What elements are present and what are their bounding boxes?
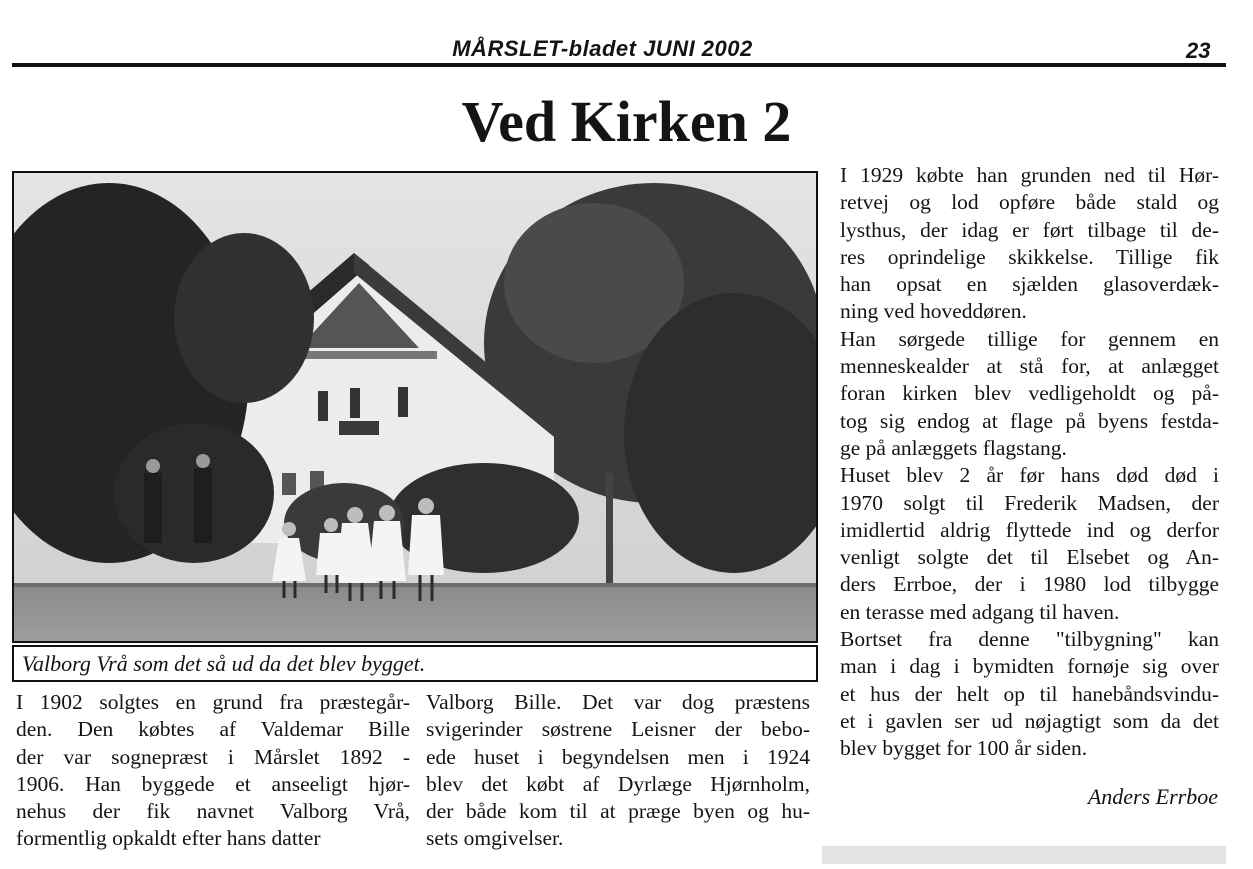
text-line: den. Den købtes af Valdemar Bille (16, 717, 410, 742)
text-line: I 1929 købte han grunden ned til Hør- (840, 163, 1219, 187)
text-line: Huset blev 2 år før hans død død i (840, 463, 1219, 488)
page-number: 23 (1186, 38, 1211, 63)
text-line: nehus der fik navnet Valborg Vrå, (16, 799, 410, 824)
text-line: ge på anlæggets flagstang. (840, 435, 1067, 460)
text-line: Han sørgede tillige for gennem en (840, 326, 1219, 351)
text-line: tog sig endog at flage på byens festda- (840, 408, 1219, 433)
house-photo-illustration (14, 173, 816, 641)
text-line: en terasse med adgang til haven. (840, 599, 1120, 624)
text-line: imidlertid aldrig flyttede ind og derfor (840, 517, 1219, 542)
header-rule (12, 63, 1226, 67)
text-line: blev bygget for 100 år siden. (840, 736, 1088, 761)
text-line: et hus der helt op til hanebåndsvindu- (840, 681, 1219, 706)
article-column-1 (16, 689, 410, 853)
text-line: ders Errboe, der i 1980 lod tilbygge (840, 572, 1219, 597)
text-line: 1906. Han byggede et anseeligt hjør- (16, 771, 410, 796)
text-line: formentlig opkaldt efter hans datter (16, 826, 321, 851)
text-line: ede huset i begyndelsen men i 1924 (426, 744, 810, 769)
text-line: Valborg Bille. Det var dog præstens (426, 690, 810, 714)
text-line: der var sognepræst i Mårslet 1892 - (16, 744, 410, 769)
text-line: svigerinder søstrene Leisner der bebo- (426, 717, 810, 742)
text-line: foran kirken blev vedligeholdt og på- (840, 381, 1219, 406)
text-line: sets omgivelser. (426, 826, 564, 851)
article-headline: Ved Kirken 2 (461, 89, 792, 154)
text-line: res oprindelige skikkelse. Tillige fik (840, 244, 1219, 269)
article-byline: Anders Errboe (1087, 784, 1218, 809)
text-line: der både kom til at præge byen og hu- (426, 799, 810, 824)
article-column-3 (840, 162, 1219, 763)
text-line: man i dag i bymidten fornøje sig over (840, 654, 1219, 679)
text-line: han opsat en sjælden glasoverdæk- (840, 272, 1219, 297)
publication-title: MÅRSLET-bladet JUNI 2002 (452, 36, 753, 61)
text-line: I 1902 solgtes en grund fra præstegår- (16, 690, 410, 714)
text-line: lysthus, der idag er ført tilbage til de- (840, 217, 1219, 242)
text-line: menneskealder at stå for, at anlægget (840, 354, 1219, 379)
text-line: blev det købt af Dyrlæge Hjørnholm, (426, 771, 810, 796)
photo-caption: Valborg Vrå som det så ud da det blev bygget. (12, 645, 818, 682)
article-photo (12, 171, 818, 643)
article-column-2 (426, 689, 810, 853)
text-line: venligt solgte det til Elsebet og An- (840, 545, 1219, 570)
text-line: ning ved hoveddøren. (840, 299, 1027, 324)
text-line: Bortset fra denne "tilbygning" kan (840, 627, 1219, 652)
text-line: retvej og lod opføre både stald og (840, 190, 1219, 215)
text-line: 1970 solgt til Frederik Madsen, der (840, 490, 1219, 515)
text-line: et i gavlen ser ud nøjagtigt som da det (840, 708, 1219, 733)
scan-edge-shading (822, 846, 1226, 864)
